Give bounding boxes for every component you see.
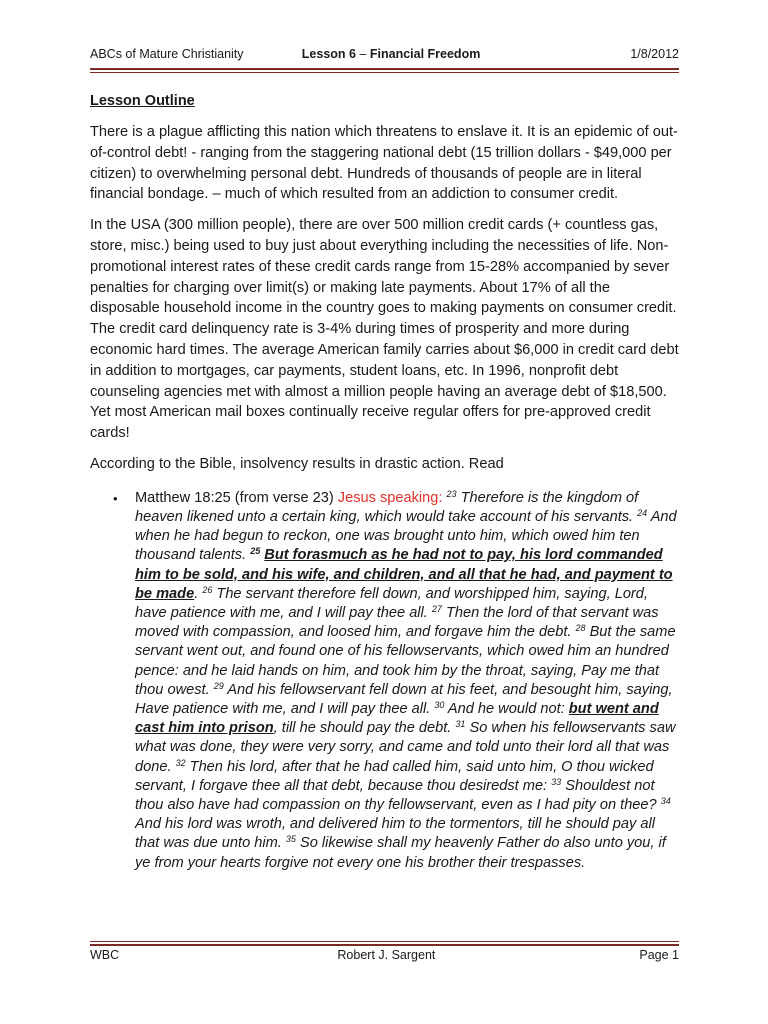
verse-number: 33 bbox=[551, 776, 562, 787]
verse-number: 23 bbox=[446, 488, 457, 499]
header-lesson-title bbox=[302, 47, 481, 61]
scripture-list bbox=[90, 489, 682, 873]
verse-text: Shouldest not thou also have had compassion on thy fellowservant, even as I had pity on thee? bbox=[135, 777, 661, 813]
page-number: Page 1 bbox=[639, 948, 679, 962]
document-body bbox=[90, 93, 682, 873]
verse-number: 25 bbox=[250, 546, 261, 557]
verse-text: And his fellowservant fell down at his feet, and besought him, saying, Have patience with me, and I will pay thee all. bbox=[135, 681, 673, 717]
verse-number: 31 bbox=[455, 719, 466, 730]
verse-text: , till he should pay the debt. bbox=[273, 720, 456, 737]
verse-text: Then his lord, after that he had called him, said unto him, O thou wicked servant, I forgave thee all that debt, because thou desiredst me: bbox=[135, 758, 654, 794]
list-item bbox=[90, 489, 682, 873]
verse-text: So likewise shall my heavenly Father do also unto you, if ye from your hearts forgive not every one his brother their trespasses. bbox=[135, 835, 666, 871]
verse-number: 27 bbox=[431, 603, 442, 614]
paragraph-bible-intro: According to the Bible, insolvency results in drastic action. Read bbox=[90, 455, 504, 472]
scripture-reference: Matthew 18:25 (from verse 23) bbox=[135, 489, 338, 506]
verse-number: 28 bbox=[575, 623, 586, 634]
paragraph-credit-statistics: In the USA (300 million people), there are over 500 million credit cards (+ countless gas, store, misc.) being used to buy just about everything including the necessities of life. Non-promotional interest rates of these credit cards range from 15-28% accompanied by sever penalties for charging over limit(s) or making late payments. About 17% of all the disposable household income in the country goes to making payments on consumer credit. The credit card delinquency rate is 3-4% during times of prosperity and more during economic hard times. The average American family carries about $6,000 in credit card debt in addition to mortgages, car payments, student loans, etc. In 1996, nonprofit debt counseling agencies met with almost a million people having an average debt of $18,500. Yet most American mail boxes continually receive regular offers for pre-approved credit cards! bbox=[90, 217, 679, 442]
verse-number: 24 bbox=[637, 507, 648, 518]
page-header bbox=[90, 44, 679, 64]
footer-organization: WBC bbox=[90, 948, 120, 962]
emphasized-verse-text: but went and cast him into prison bbox=[135, 700, 659, 737]
section-heading: Lesson Outline bbox=[90, 93, 195, 109]
verse-number: 30 bbox=[434, 699, 445, 710]
verse-number: 32 bbox=[175, 757, 186, 768]
lesson-dash: – bbox=[355, 47, 370, 61]
lesson-title: Financial Freedom bbox=[369, 47, 481, 61]
header-date: 1/8/2012 bbox=[630, 47, 679, 61]
paragraph-debt-plague: There is a plague afflicting this nation which threatens to enslave it. It is an epidemic of out-of-control debt! - ranging from the staggering national debt (15 trillion dollars - $49,000 per citizen) to overwhelming personal debt. Hundreds of thousands of people are in literal financial bondage. – much of which resulted from an addiction to consumer credit. bbox=[90, 124, 678, 203]
speaker-label: Jesus speaking: bbox=[337, 489, 447, 506]
verse-text: So when his fellowservants saw what was done, they were very sorry, and came and told unto their lord all that was done. bbox=[135, 720, 676, 775]
page-footer bbox=[90, 945, 679, 965]
verse-text: And his lord was wroth, and delivered him to the tormentors, till he should pay all that was due unto him. bbox=[135, 816, 655, 852]
emphasized-verse-text: But forasmuch as he had not to pay, his lord commanded him to be sold, and his wife, and children, and all that he had, and payment to be made bbox=[135, 547, 673, 602]
verse-number: 26 bbox=[202, 584, 213, 595]
scripture-passage bbox=[135, 489, 682, 873]
header-course-title: ABCs of Mature Christianity bbox=[90, 47, 244, 61]
verse-text: . bbox=[194, 585, 203, 602]
verse-number: 35 bbox=[285, 834, 296, 845]
verse-number: 34 bbox=[660, 796, 671, 806]
verse-text: And when he had begun to reckon, one was brought unto him, which owed him ten thousand talents. bbox=[135, 508, 677, 564]
lesson-number: Lesson 6 bbox=[301, 47, 356, 61]
verse-number: 29 bbox=[213, 680, 224, 691]
verse-text: But the same servant went out, and found one of his fellowservants, which owed him an hundred pence: and he laid hands on him, and took him by the throat, saying, Pay me that thou owest. bbox=[135, 624, 676, 698]
header-rule bbox=[90, 68, 679, 73]
bullet-icon: • bbox=[113, 490, 118, 506]
verse-text: Then the lord of that servant was moved with compassion, and loosed him, and forgave him the debt. bbox=[135, 604, 659, 641]
footer-author: Robert J. Sargent bbox=[337, 948, 436, 962]
verse-text: Therefore is the kingdom of heaven likened unto a certain king, which would take account of his servants. bbox=[135, 489, 639, 525]
verse-text: The servant therefore fell down, and worshipped him, saying, Lord, have patience with me, and I will pay thee all. bbox=[135, 585, 648, 621]
verse-text: And he would not: bbox=[444, 700, 569, 717]
